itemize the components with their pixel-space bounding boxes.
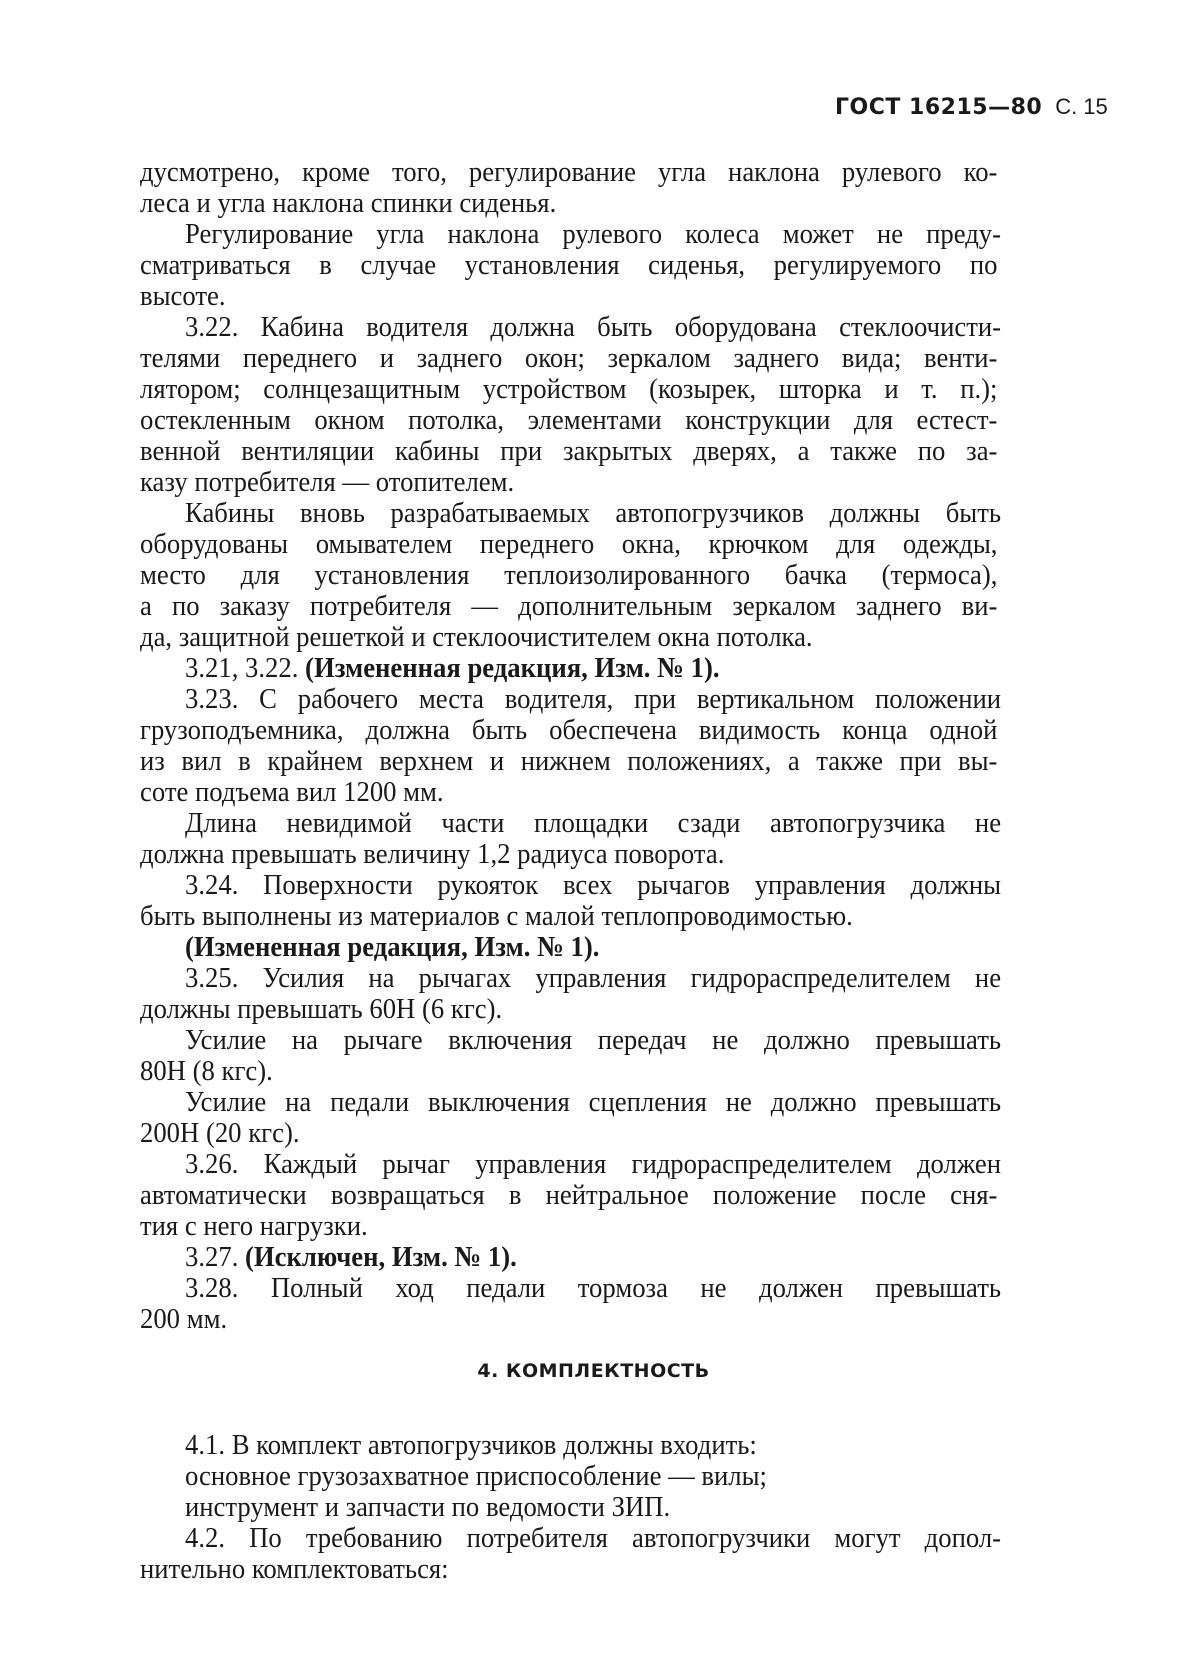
text-line: высоте. [140,280,226,312]
text-line: лятором; солнцезащитным устройством (козырек, шторка и т. п.); [140,373,998,405]
text-line: автоматически возвращаться в нейтральное положение после сня- [140,1179,998,1211]
text-line: казу потребителя — отопителем. [140,466,515,498]
text-line: телями переднего и заднего окон; зеркалом заднего вида; венти- [140,342,998,374]
paragraph-start: Усилие на рычаге включения передач не должно превышать [185,1024,1002,1056]
text-line: быть выполнены из материалов с малой теплопроводимостью. [140,900,853,932]
section-heading: 4. КОМПЛЕКТНОСТЬ [477,1360,710,1382]
clause-3-27 [185,1242,1001,1273]
clause-4-2: 4.2. По требованию потребителя автопогрузчики могут допол- [185,1522,1002,1554]
amendment-text: (Измененная редакция, Изм. № 1). [305,652,720,684]
paragraph-start: Кабины вновь разрабатываемых автопогрузчиков должны быть [185,497,1002,529]
text-line: тия с него нагрузки. [140,1210,368,1242]
clause-3-28: 3.28. Полный ход педали тормоза не должен превышать [185,1272,1002,1304]
amendment-clauses: 3.21, 3.22. [185,652,299,684]
standard-number: ГОСТ 16215—80 [835,95,1043,120]
text-line: сматриваться в случае установления сиденья, регулируемого по [140,249,998,281]
clause-4-1: 4.1. В комплект автопогрузчиков должны входить: [185,1429,757,1461]
text-line: леса и угла наклона спинки сиденья. [140,187,557,219]
clause-number: 3.27. [185,1241,239,1273]
text-line: да, защитной решеткой и стеклоочистителем окна потолка. [140,621,813,653]
text-line: 80Н (8 кгс). [140,1055,273,1087]
text-line: место для установления теплоизолированного бачка (термоса), [140,559,998,591]
excluded-note: (Исключен, Изм. № 1). [245,1241,517,1273]
text-line: 200 мм. [140,1303,228,1335]
text-line: должны превышать 60Н (6 кгс). [140,993,503,1025]
text-line: соте подъема вил 1200 мм. [140,776,444,808]
list-item: основное грузозахватное приспособление — вилы; [185,1460,767,1492]
text-line: грузоподъемника, должна быть обеспечена видимость конца одной [140,714,998,746]
text-line: венной вентиляции кабины при закрытых дверях, а также по за- [140,435,998,467]
paragraph-start: Усилие на педали выключения сцепления не должно превышать [185,1086,1002,1118]
text-line: нительно комплектоваться: [140,1553,449,1585]
text-line: дусмотрено, кроме того, регулирование угла наклона рулевого ко- [140,156,998,188]
paragraph-start: Регулирование угла наклона рулевого колеса может не преду- [185,218,1002,250]
paragraph-start: Длина невидимой части площадки сзади автопогрузчика не [185,807,1002,839]
text-line: должна превышать величину 1,2 радиуса поворота. [140,838,725,870]
text-line: остекленным окном потолка, элементами конструкции для естест- [140,404,998,436]
clause-3-23: 3.23. С рабочего места водителя, при вертикальном положении [185,683,1002,715]
clause-3-25: 3.25. Усилия на рычагах управления гидрораспределителем не [185,962,1002,994]
amendment-note [185,653,1001,684]
text-line: оборудованы омывателем переднего окна, крючком для одежды, [140,528,998,560]
text-line: из вил в крайнем верхнем и нижнем положениях, а также при вы- [140,745,998,777]
text-line: а по заказу потребителя — дополнительным зеркалом заднего ви- [140,590,998,622]
page-number: С. 15 [1055,94,1108,119]
clause-3-24: 3.24. Поверхности рукояток всех рычагов управления должны [185,869,1002,901]
clause-3-26: 3.26. Каждый рычаг управления гидрораспределителем должен [185,1148,1002,1180]
text-line: 200Н (20 кгс). [140,1117,300,1149]
page-header [835,94,1108,120]
amendment-note: (Измененная редакция, Изм. № 1). [185,931,600,963]
list-item: инструмент и запчасти по ведомости ЗИП. [185,1491,671,1523]
clause-3-22: 3.22. Кабина водителя должна быть оборудована стеклоочисти- [185,311,1002,343]
